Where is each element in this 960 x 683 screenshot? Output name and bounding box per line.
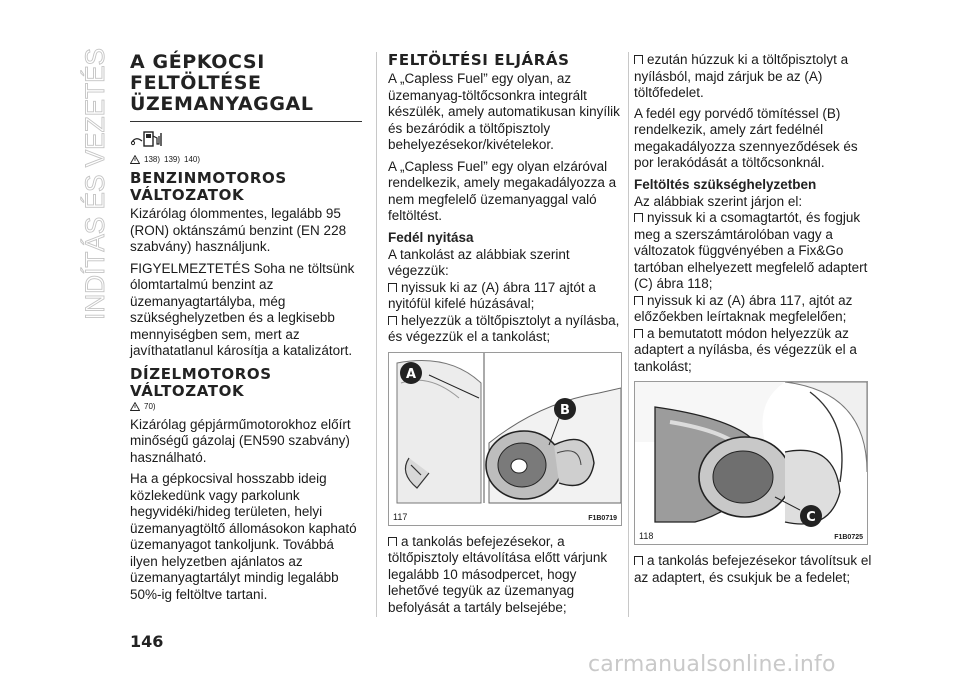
title-rule <box>130 121 362 122</box>
column-3 <box>634 52 874 586</box>
chapter-side-tab-text: INDÍTÁS ÉS VEZETÉS <box>80 40 110 320</box>
bullet-icon <box>634 556 643 565</box>
paragraph: Ha a gépkocsival hosszabb ideig közlekedünk vagy parkolunk hegyvidéki/hideg területen, helyi üzemanyagtöltő állomásokon kapható üzemanyagot tankoljunk. Továbbá ilyen helyzetben ajánlatos az üzemanyagtartályt mindig legalább 50%-ig feltöltve tartani. <box>130 471 357 602</box>
bullet-icon <box>634 213 643 222</box>
paragraph: Az alábbiak szerint járjon el: <box>634 193 803 209</box>
warning-triangle-icon <box>130 402 140 411</box>
page-number: 146 <box>130 632 164 651</box>
column-1 <box>130 52 362 608</box>
bullet-icon <box>388 316 397 325</box>
figure-label-a: A <box>405 366 417 382</box>
watermark-footer: carmanualsonline.info <box>588 652 836 677</box>
paragraph: FIGYELMEZTETÉS Soha ne töltsünk ólomtartalmú benzint az üzemanyagtartályba, még szükséghelyzetben és a legkisebb mennyiségben sem, mert az javíthatatlanul károsítja a katalizátort. <box>130 260 355 358</box>
bullet-icon <box>634 55 643 64</box>
list-item: a tankolás befejezésekor, a töltőpisztoly eltávolítása előtt várjunk legalább 10 másodpercet, hogy lehetővé tegyük az üzemanyag befolyását a tartály belsejébe; <box>388 533 608 615</box>
column-divider <box>628 52 629 617</box>
list-item: ezután húzzuk ki a töltőpisztolyt a nyílásból, majd zárjuk be az (A) töltőfedelet. <box>634 52 849 100</box>
paragraph: A fedél egy porvédő tömítéssel (B) rendelkezik, amely zárt fedélnél megakadályozza szennyeződések és por lerakódását a töltőcsonknál. <box>634 105 858 170</box>
warning-references: 70) <box>130 402 362 411</box>
list-item: nyissuk ki a csomagtartót, és fogjuk meg a szerszámtárolóban vagy a változatok függvényében a Fix&Go tartóban elhelyezett megfelelő adaptert (C) ábra 118; <box>634 210 868 291</box>
list-item: nyissuk ki az (A) ábra 117, ajtót az előzőekben leírtaknak megfelelően; <box>634 292 853 324</box>
bullet-icon <box>634 329 643 338</box>
figure-code: F1B0725 <box>834 534 863 541</box>
figure-code: F1B0719 <box>588 514 617 522</box>
paragraph: A „Capless Fuel” egy olyan, az üzemanyag-töltőcsonkra integrált készülék, amely automatikusan kinyílik és bezáródik a töltőpisztoly behelyezésekor/kivételekor. <box>388 71 620 152</box>
figure-number: 118 <box>639 531 654 541</box>
subheading: Feltöltés szükséghelyzetben <box>634 176 817 192</box>
section-heading: FELTÖLTÉSI ELJÁRÁS <box>388 51 570 69</box>
paragraph: A „Capless Fuel” egy olyan elzáróval rendelkezik, amely megakadályozza a nem megfelelő üzemanyaggal való feltöltést. <box>388 158 617 223</box>
bullet-icon <box>634 296 643 305</box>
list-item: nyissuk ki az (A) ábra 117 ajtót a nyitófül kifelé húzásával; <box>388 279 596 311</box>
petrol-heading: BENZINMOTOROS VÁLTOZATOK <box>130 169 287 204</box>
diesel-heading: DÍZELMOTOROS VÁLTOZATOK <box>130 364 272 400</box>
list-item: a tankolás befejezésekor távolítsuk el az adaptert, és csukjuk be a fedelet; <box>634 553 872 585</box>
paragraph: Kizárólag ólommentes, legalább 95 (RON) oktánszámú benzint (EN 228 szabvány) használjunk. <box>130 206 347 254</box>
subheading: Fedél nyitása <box>388 229 474 245</box>
chapter-side-tab <box>70 40 114 320</box>
paragraph: A tankolást az alábbiak szerint végezzük: <box>388 246 570 278</box>
figure-number: 117 <box>393 511 408 522</box>
list-item: a bemutatott módon helyezzük az adaptert a nyílásba, és végezzük el a tankolást; <box>634 325 857 374</box>
warning-triangle-icon <box>130 155 140 164</box>
page-title: A GÉPKOCSI FELTÖLTÉSE ÜZEMANYAGGAL <box>130 51 314 115</box>
figure-label-c: C <box>806 510 816 525</box>
paragraph: Kizárólag gépjárműmotorokhoz előírt minőségű gázolaj (EN590 szabvány) használható. <box>130 416 351 465</box>
bullet-icon <box>388 283 397 292</box>
fuel-pump-icon <box>130 130 164 148</box>
column-divider <box>376 52 377 617</box>
figure-118 <box>634 381 868 545</box>
figure-label-b: B <box>560 402 570 418</box>
figure-117 <box>388 352 622 526</box>
column-2 <box>388 52 622 616</box>
list-item: helyezzük a töltőpisztolyt a nyílásba, és végezzük el a tankolást; <box>388 312 620 344</box>
warning-references: 138) 139) 140) <box>130 155 362 164</box>
fuel-flap-illustration <box>389 353 621 525</box>
bullet-icon <box>388 537 397 546</box>
adapter-illustration <box>635 382 867 544</box>
